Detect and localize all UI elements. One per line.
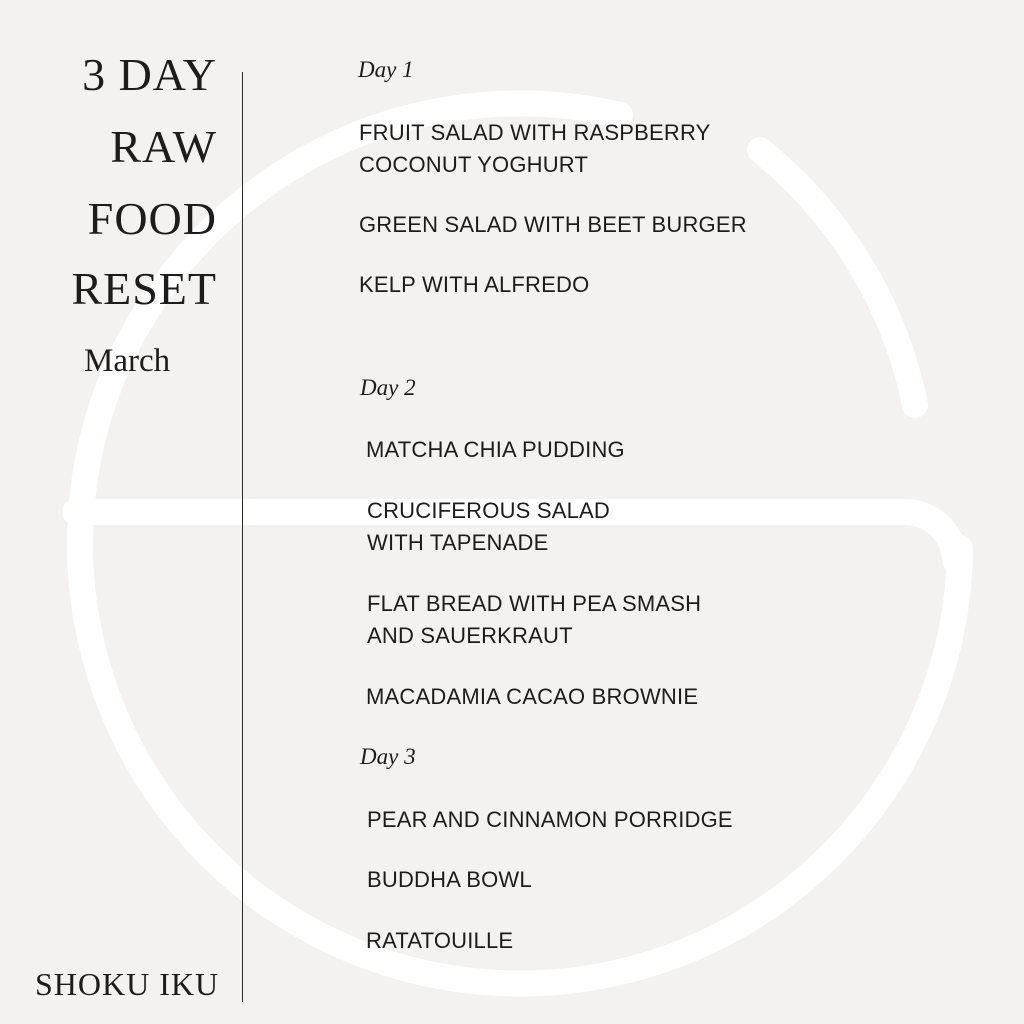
- meal-line: FRUIT SALAD WITH RASPBERRY: [359, 120, 711, 145]
- meal-line: MACADAMIA CACAO BROWNIE: [366, 684, 699, 709]
- meal-line: FLAT BREAD WITH PEA SMASH: [367, 591, 702, 616]
- day-2-meal-4: [366, 681, 698, 713]
- brand-name: SHOKU IKU: [35, 966, 220, 1002]
- day-1-meal-3: [359, 269, 589, 301]
- day-2-meal-1: [366, 434, 625, 466]
- day-1-heading: Day 1: [358, 57, 414, 82]
- day-2-meal-3: [367, 588, 701, 652]
- meal-line: PEAR AND CINNAMON PORRIDGE: [367, 807, 733, 832]
- title-line-4: RESET: [71, 263, 217, 314]
- day-3-meal-3: [366, 925, 513, 957]
- day-1-meal-2: [359, 209, 747, 241]
- meal-line: BUDDHA BOWL: [367, 867, 532, 892]
- meal-line: GREEN SALAD WITH BEET BURGER: [359, 212, 747, 237]
- title-line-1: 3 DAY: [82, 49, 217, 100]
- meal-line: COCONUT YOGHURT: [359, 152, 589, 177]
- vertical-divider: [242, 72, 243, 1002]
- meal-line: AND SAUERKRAUT: [367, 623, 573, 648]
- meal-line: CRUCIFEROUS SALAD: [367, 498, 610, 523]
- day-2-meal-2: [367, 495, 610, 559]
- title-line-2: RAW: [110, 121, 217, 172]
- day-2-heading: Day 2: [360, 375, 416, 400]
- day-3-meal-2: [367, 864, 532, 896]
- meal-line: MATCHA CHIA PUDDING: [366, 437, 625, 462]
- month-label: March: [84, 343, 171, 379]
- meal-line: RATATOUILLE: [366, 928, 514, 953]
- meal-line: WITH TAPENADE: [367, 530, 549, 555]
- title-line-3: FOOD: [87, 193, 217, 244]
- day-1-meal-1: [359, 117, 711, 181]
- day-3-heading: Day 3: [360, 744, 416, 769]
- meal-line: KELP WITH ALFREDO: [359, 272, 590, 297]
- day-3-meal-1: [367, 804, 733, 836]
